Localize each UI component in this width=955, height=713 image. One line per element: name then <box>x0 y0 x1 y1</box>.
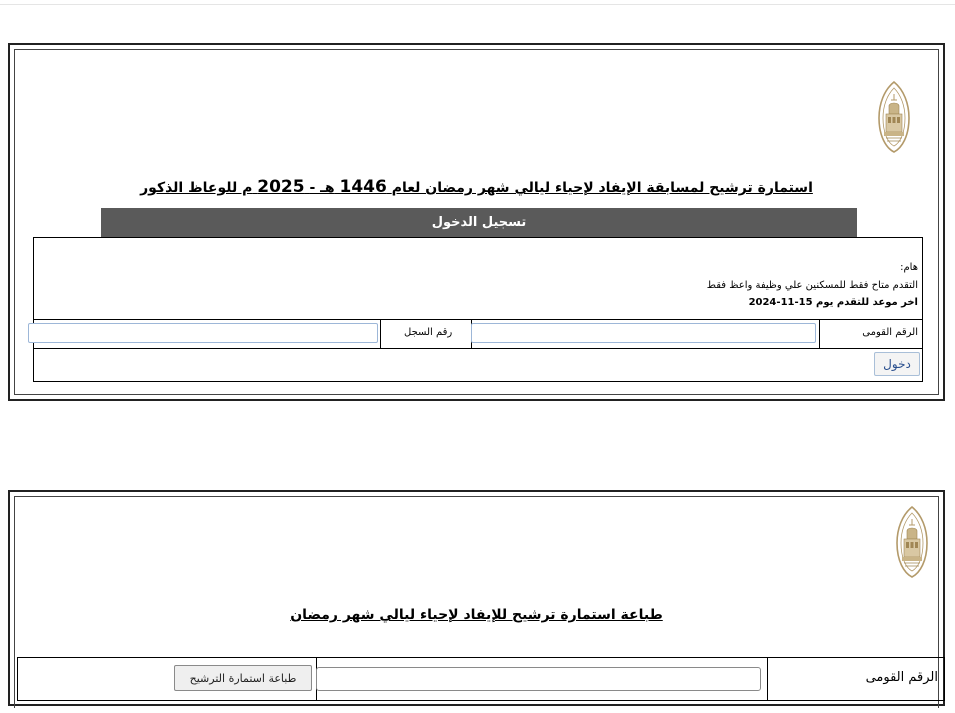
print-national-id-input[interactable] <box>316 667 761 691</box>
national-id-label: الرقم القومى <box>862 327 918 338</box>
print-title: طباعة استمارة ترشيح للإيفاد لإحياء ليالي شهر رمضان <box>290 607 663 623</box>
print-form-row <box>17 657 945 701</box>
print-panel <box>8 490 945 706</box>
cell-divider <box>819 319 820 348</box>
row-divider <box>34 319 922 320</box>
azhar-emblem-icon <box>895 505 929 579</box>
print-national-id-label: الرقم القومى <box>865 670 938 685</box>
national-id-input[interactable] <box>471 323 816 343</box>
cell-divider <box>767 658 768 700</box>
registration-panel <box>8 43 945 401</box>
notice-text: التقدم متاح فقط للمسكنين علي وظيفة واعظ فقط <box>706 280 918 291</box>
login-form <box>33 237 923 382</box>
record-number-label: رقم السجل <box>404 327 453 338</box>
deadline-text: اخر موعد للتقدم يوم 15-11-2024 <box>748 297 918 308</box>
registration-panel-inner <box>14 49 939 395</box>
record-number-input[interactable] <box>28 323 378 343</box>
registration-title: استمارة ترشيح لمسابقة الإيفاد لإحياء ليالي شهر رمضان لعام 1446 هـ - 2025 م للوعاظ الذكور <box>140 177 813 197</box>
top-divider <box>0 4 955 5</box>
azhar-emblem-icon <box>877 80 911 154</box>
print-panel-inner <box>14 496 939 708</box>
print-form-button[interactable]: طباعة استمارة الترشيح <box>174 665 312 691</box>
login-button[interactable]: دخول <box>874 352 920 376</box>
cell-divider <box>380 319 381 348</box>
row-divider <box>34 348 922 349</box>
notice-heading: هام: <box>900 262 918 273</box>
login-header: تسجيل الدخول <box>101 208 857 237</box>
